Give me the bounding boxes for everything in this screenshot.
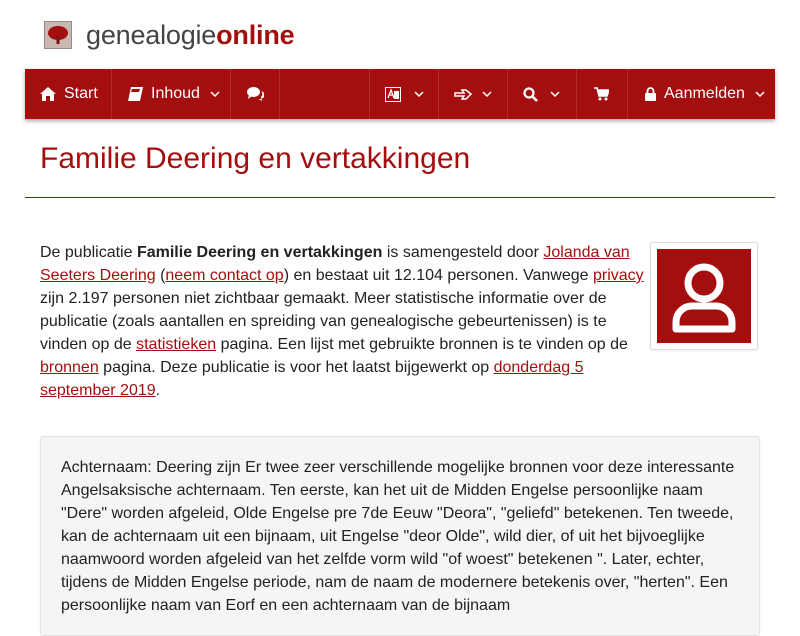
nav-search[interactable] (508, 69, 577, 119)
intro-text: zijn 2.197 personen niet zichtbaar gemaakt. Meer statistische informatie over de publicatie (zoals aantallen en spreiding van genealogische gebeurtenissen) is te vinden op de (40, 290, 607, 353)
language-icon (385, 87, 401, 102)
chevron-down-icon (414, 91, 424, 97)
statistics-link[interactable]: statistieken (136, 336, 217, 353)
nav-inhoud[interactable] (112, 69, 231, 119)
chevron-down-icon (482, 91, 492, 97)
chevron-down-icon (550, 91, 560, 97)
nav-start-label: Start (64, 85, 98, 102)
nav-chat[interactable] (231, 69, 280, 119)
nav-language[interactable] (370, 69, 439, 119)
author-avatar[interactable] (650, 242, 758, 350)
last-updated-link[interactable]: donderdag 5 september 2019 (40, 359, 584, 399)
user-icon (664, 256, 744, 336)
publication-intro (40, 241, 645, 402)
nav-login-label: Aanmelden (664, 85, 745, 102)
main-navbar (25, 69, 775, 119)
site-logo[interactable] (44, 19, 294, 51)
share-icon (454, 88, 472, 101)
chevron-down-icon (210, 91, 220, 97)
privacy-link[interactable]: privacy (592, 267, 644, 284)
chevron-down-icon (755, 91, 765, 97)
author-link[interactable]: Jolanda van Seeters Deering (40, 244, 630, 284)
page-title: Familie Deering en vertakkingen (40, 142, 471, 175)
publication-name: Familie Deering en vertakkingen (136, 244, 383, 261)
intro-text: pagina. Een lijst met gebruikte bronnen is te vinden op de (216, 336, 628, 353)
nav-login[interactable] (628, 69, 775, 119)
surname-info-text: Achternaam: Deering zijn Er twee zeer verschillende mogelijke bronnen voor deze interessante Angelsaksische achternaam. Ten eerste, kan het uit de Midden Engelse persoonlijke naam "Dere" worden afgeleid, Olde Engelse pre 7de Eeuw "Deora", "geliefd" betekenen. Ten tweede, kan de achternaam uit een bijnaam, uit Engelse "deor Olde", wild dier, of uit het bijvoeglijke naamwoord worden afgeleid van het zelfde vorm wild "of woest" betekenen ". Later, echter, tijdens de Midden Engelse periode, nam de naam de modernere betekenis over, "herten". Een persoonlijke naam van Eorf en een achternaam van de bijnaam (61, 459, 735, 614)
avatar (657, 249, 751, 343)
comments-icon (247, 87, 264, 101)
intro-text: ( (155, 267, 166, 284)
logo-text: genealogieonline (86, 19, 295, 50)
surname-info-panel (40, 436, 760, 636)
lock-icon (645, 87, 656, 101)
contact-link[interactable]: neem contact op (165, 267, 284, 284)
nav-share[interactable] (439, 69, 508, 119)
search-icon (523, 87, 538, 102)
nav-inhoud-label: Inhoud (151, 85, 200, 102)
intro-text: ) en bestaat uit 12.104 personen. Vanwege (283, 267, 593, 284)
intro-text: pagina. Deze publicatie is voor het laatst bijgewerkt op (98, 359, 494, 376)
intro-text: is samengesteld door (382, 244, 544, 261)
cart-icon (594, 87, 609, 101)
nav-cart[interactable] (577, 69, 628, 119)
nav-spacer (280, 69, 370, 119)
book-icon (128, 87, 143, 101)
title-divider (25, 197, 775, 198)
nav-start[interactable] (25, 69, 112, 119)
sources-link[interactable]: bronnen (40, 359, 99, 376)
home-icon (40, 87, 56, 101)
intro-text: . (155, 382, 161, 399)
tree-icon (44, 21, 72, 49)
intro-text: De publicatie (40, 244, 137, 261)
